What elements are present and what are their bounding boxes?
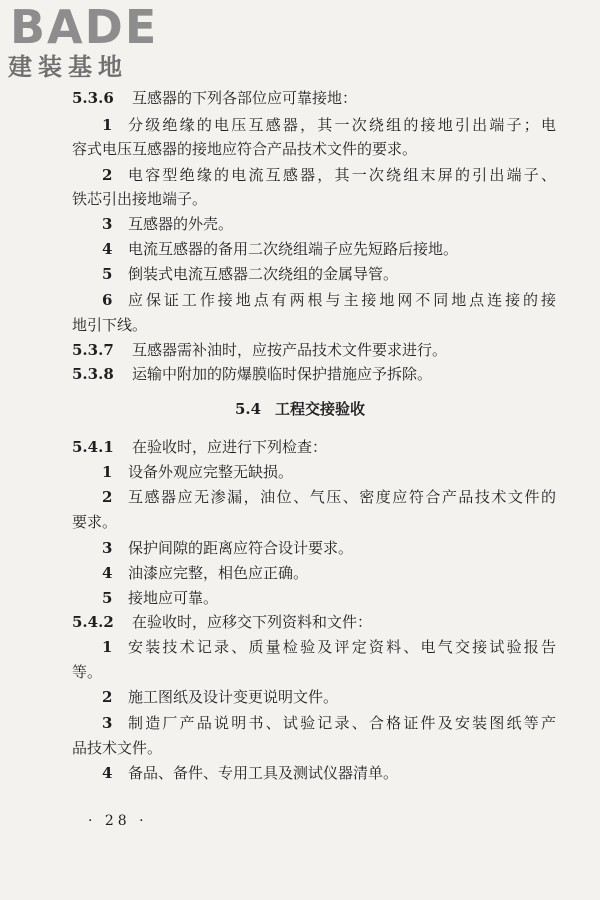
clause-5-3-7 — [72, 340, 447, 360]
item-number: 3 — [102, 215, 113, 233]
list-item — [102, 713, 556, 733]
section-title: 工程交接验收 — [275, 400, 366, 418]
section-heading — [0, 399, 600, 419]
clause-5-4-2 — [72, 612, 372, 632]
clause-5-4-1 — [72, 437, 327, 457]
clause-number: 5.3.7 — [72, 341, 114, 359]
list-item — [102, 290, 556, 310]
item-number: 6 — [102, 291, 113, 309]
item-continuation: 容式电压互感器的接地应符合产品技术文件的要求。 — [72, 140, 418, 158]
item-number: 1 — [102, 116, 113, 134]
item-text: 互感器应无渗漏，油位、气压、密度应符合产品技术文件的 — [128, 488, 556, 506]
list-item — [102, 763, 398, 783]
clause-text: 互感器的下列各部位应可靠接地： — [132, 89, 358, 107]
page-number: · 28 · — [88, 813, 148, 829]
clause-number: 5.3.8 — [72, 365, 114, 383]
item-number: 1 — [102, 463, 113, 481]
list-item — [102, 239, 458, 259]
list-item — [102, 538, 353, 558]
clause-text: 在验收时，应移交下列资料和文件： — [132, 613, 373, 631]
list-item — [102, 214, 233, 234]
item-number: 3 — [102, 714, 113, 732]
item-text: 备品、备件、专用工具及测试仪器清单。 — [128, 764, 399, 782]
item-text: 安装技术记录、质量检验及评定资料、电气交接试验报告 — [128, 638, 556, 656]
item-number: 4 — [102, 240, 113, 258]
item-continuation: 铁芯引出接地端子。 — [72, 190, 208, 208]
item-number: 4 — [102, 564, 113, 582]
item-number: 3 — [102, 539, 113, 557]
list-item — [102, 115, 556, 135]
clause-number: 5.3.6 — [72, 89, 114, 107]
item-text: 设备外观应完整无缺损。 — [128, 463, 294, 481]
item-text: 倒装式电流互感器二次绕组的金属导管。 — [128, 265, 399, 283]
item-number: 5 — [102, 589, 113, 607]
list-item — [102, 563, 308, 583]
item-text: 施工图纸及设计变更说明文件。 — [128, 688, 339, 706]
bade-logo — [8, 0, 178, 84]
list-item — [102, 687, 338, 707]
clause-text: 运输中附加的防爆膜临时保护措施应予拆除。 — [132, 365, 433, 383]
clause-number: 5.4.1 — [72, 438, 114, 456]
logo-brand: BADE — [10, 0, 159, 54]
list-item — [102, 487, 556, 507]
list-item — [102, 588, 218, 608]
clause-5-3-8 — [72, 364, 432, 384]
logo-subtitle: 建装基地 — [8, 53, 128, 81]
item-text: 电容型绝缘的电流互感器，其一次绕组末屏的引出端子、 — [128, 166, 556, 184]
clause-number: 5.4.2 — [72, 613, 114, 631]
item-text: 互感器的外壳。 — [128, 215, 234, 233]
item-text: 接地应可靠。 — [128, 589, 219, 607]
item-number: 2 — [102, 488, 113, 506]
item-number: 4 — [102, 764, 113, 782]
item-text: 制造厂产品说明书、试验记录、合格证件及安装图纸等产 — [128, 714, 556, 732]
item-text: 电流互感器的备用二次绕组端子应先短路后接地。 — [128, 240, 459, 258]
clause-text: 互感器需补油时，应按产品技术文件要求进行。 — [132, 341, 448, 359]
item-text: 分级绝缘的电压互感器，其一次绕组的接地引出端子；电 — [128, 116, 556, 134]
item-number: 1 — [102, 638, 113, 656]
list-item — [102, 264, 398, 284]
clause-text: 在验收时，应进行下列检查： — [132, 438, 328, 456]
item-continuation: 要求。 — [72, 513, 118, 531]
clause-5-3-6 — [72, 88, 357, 108]
item-text: 应保证工作接地点有两根与主接地网不同地点连接的接 — [128, 291, 556, 309]
item-number: 5 — [102, 265, 113, 283]
section-number: 5.4 — [234, 400, 262, 418]
list-item — [102, 462, 293, 482]
item-text: 油漆应完整，相色应正确。 — [128, 564, 309, 582]
item-number: 2 — [102, 166, 113, 184]
item-continuation: 等。 — [72, 663, 103, 681]
item-continuation: 品技术文件。 — [72, 739, 163, 757]
list-item — [102, 165, 556, 185]
item-continuation: 地引下线。 — [72, 316, 148, 334]
item-text: 保护间隙的距离应符合设计要求。 — [128, 539, 354, 557]
list-item — [102, 637, 556, 657]
item-number: 2 — [102, 688, 113, 706]
